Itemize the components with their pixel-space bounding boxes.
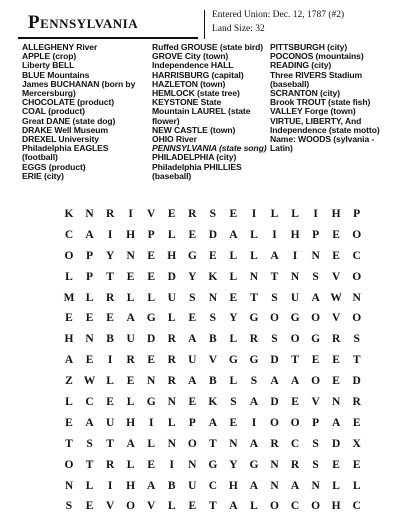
grid-letter: S [189, 291, 196, 304]
grid-letter: N [249, 270, 259, 283]
grid-row [62, 271, 362, 292]
grid-letter: G [187, 249, 197, 262]
grid-letter: U [188, 479, 197, 492]
grid-letter: T [270, 270, 279, 283]
grid-letter: B [209, 375, 217, 388]
grid-letter: N [85, 208, 94, 220]
grid-letter: G [311, 333, 321, 346]
grid-letter: L [106, 375, 114, 388]
grid-letter: U [105, 416, 115, 429]
grid-letter: N [126, 249, 135, 262]
grid-letter: L [65, 396, 73, 409]
word-list-item: CHOCOLATE (product) [22, 97, 114, 108]
grid-letter: G [249, 354, 259, 367]
grid-letter: L [352, 479, 361, 492]
grid-letter: S [271, 333, 278, 346]
word-list-item: Mountain LAUREL (state [152, 106, 251, 117]
grid-row [62, 417, 362, 438]
grid-letter: W [330, 291, 342, 304]
grid-letter: V [208, 354, 217, 367]
grid-letter: E [332, 228, 340, 241]
word-list-item: SCRANTON (city) [270, 88, 340, 99]
grid-letter: S [312, 437, 319, 450]
grid-letter: N [311, 479, 320, 492]
grid-letter: A [147, 479, 156, 492]
grid-row [62, 250, 362, 271]
grid-letter: R [331, 333, 341, 346]
grid-letter: D [331, 437, 341, 450]
word-list-item: HAZLETON (town) [152, 78, 226, 89]
grid-letter: E [229, 416, 238, 429]
state-info-box [204, 10, 393, 39]
grid-letter: A [249, 479, 259, 492]
grid-letter: E [147, 249, 156, 262]
grid-letter: L [167, 312, 176, 325]
grid-letter: E [332, 458, 340, 471]
grid-letter: N [167, 437, 176, 450]
grid-letter: R [105, 458, 115, 471]
grid-letter: A [126, 312, 135, 325]
grid-letter: P [86, 249, 94, 262]
grid-letter: R [270, 437, 279, 450]
grid-letter: E [106, 396, 114, 409]
grid-letter: L [229, 270, 238, 283]
grid-letter: S [209, 208, 217, 220]
grid-letter: T [250, 291, 258, 304]
grid-letter: T [291, 354, 299, 367]
word-list-item: Great DANE (state dog) [22, 115, 116, 126]
grid-letter: R [167, 333, 176, 346]
grid-letter: O [290, 333, 300, 346]
grid-row [62, 208, 362, 229]
word-list-item: EGGS (product) [22, 161, 86, 172]
grid-letter: S [230, 396, 237, 409]
grid-letter: L [126, 458, 135, 471]
grid-letter: A [64, 354, 74, 367]
word-list-item: HARRISBURG (capital) [152, 69, 244, 80]
grid-letter: E [65, 312, 73, 325]
grid-letter: K [64, 208, 74, 220]
grid-letter: A [270, 249, 279, 262]
grid-letter: E [85, 312, 94, 325]
grid-letter: K [208, 270, 218, 283]
grid-letter: N [64, 479, 74, 492]
grid-row [62, 229, 362, 250]
entered-union-text: Entered Union: Dec. 12, 1787 (#2) [212, 10, 345, 20]
grid-letter: P [188, 416, 196, 429]
word-list-item: Name: WOODS (sylvania - [270, 134, 375, 145]
grid-letter: R [188, 208, 197, 220]
grid-letter: E [188, 312, 197, 325]
word-list-item: (baseball) [152, 170, 192, 181]
grid-letter: A [290, 375, 300, 388]
grid-letter: K [208, 396, 218, 409]
grid-letter: S [271, 291, 278, 304]
grid-letter: H [331, 208, 341, 220]
grid-letter: L [270, 208, 279, 220]
grid-row [62, 459, 362, 480]
grid-letter: G [228, 354, 238, 367]
grid-letter: E [85, 354, 94, 367]
grid-letter: A [311, 291, 320, 304]
grid-letter: I [107, 354, 113, 367]
grid-row [62, 292, 362, 313]
word-list-item: (baseball) [270, 78, 310, 89]
grid-letter: V [331, 270, 341, 283]
grid-letter: C [352, 500, 361, 513]
grid-letter: R [352, 396, 361, 409]
word-list-item: Philadelphia EAGLES [22, 143, 109, 154]
word-list-item: NEW CASTLE (town) [152, 124, 236, 135]
grid-letter: A [208, 416, 217, 429]
grid-letter: L [126, 291, 135, 304]
grid-letter: L [167, 500, 176, 513]
grid-letter: C [208, 479, 217, 492]
grid-letter: P [312, 416, 320, 429]
grid-letter: D [270, 354, 279, 367]
grid-letter: L [85, 291, 94, 304]
grid-letter: L [250, 228, 258, 241]
grid-letter: H [290, 228, 300, 241]
word-list-item: ALLEGHENY River [22, 42, 98, 52]
grid-letter: L [65, 270, 73, 283]
grid-letter: Y [188, 270, 197, 283]
grid-letter: E [332, 249, 340, 262]
grid-letter: H [126, 479, 136, 492]
word-list-item: HEMLOCK (state tree) [152, 88, 240, 99]
grid-letter: E [209, 249, 217, 262]
grid-letter: L [147, 437, 156, 450]
grid-letter: E [332, 375, 340, 388]
grid-letter: S [312, 458, 319, 471]
grid-letter: G [146, 396, 156, 409]
grid-letter: O [311, 375, 321, 388]
word-list-item: PENNSYLVANIA (state song) [152, 143, 267, 154]
grid-letter: L [147, 291, 156, 304]
grid-letter: I [107, 479, 113, 492]
grid-letter: H [64, 333, 74, 346]
grid-letter: N [352, 291, 361, 304]
grid-letter: E [352, 458, 361, 471]
title-underline [18, 37, 198, 39]
grid-letter: H [228, 479, 238, 492]
grid-letter: E [311, 354, 320, 367]
grid-letter: B [106, 333, 114, 346]
grid-letter: R [167, 375, 176, 388]
grid-letter: N [85, 333, 94, 346]
grid-letter: I [313, 208, 318, 220]
grid-letter: I [251, 416, 257, 429]
grid-letter: A [188, 333, 197, 346]
grid-letter: N [229, 437, 238, 450]
grid-letter: G [290, 312, 300, 325]
word-list-item: DRAKE Well Museum [22, 124, 108, 135]
grid-letter: Z [65, 375, 73, 388]
grid-letter: E [188, 396, 197, 409]
grid-letter: H [331, 500, 341, 513]
grid-letter: E [332, 354, 340, 367]
grid-letter: L [85, 479, 94, 492]
grid-letter: N [270, 458, 279, 471]
grid-letter: R [249, 333, 259, 346]
grid-letter: E [352, 416, 361, 429]
grid-row [62, 500, 362, 521]
grid-letter: Y [229, 458, 238, 471]
grid-letter: O [352, 312, 362, 325]
word-list-item: OHIO River [152, 134, 197, 145]
grid-row [62, 354, 362, 375]
grid-letter: T [209, 437, 217, 450]
grid-letter: C [290, 437, 300, 450]
grid-row [62, 333, 362, 354]
grid-letter: G [249, 458, 259, 471]
grid-letter: N [331, 396, 341, 409]
word-list-item: BLUE Mountains [22, 69, 90, 80]
grid-letter: T [85, 458, 94, 471]
grid-letter: G [249, 312, 259, 325]
grid-letter: L [291, 208, 299, 220]
word-list-item: Independence HALL [152, 60, 234, 71]
grid-letter: P [353, 208, 361, 220]
grid-letter: V [311, 396, 320, 409]
grid-row [62, 480, 362, 501]
word-list-item: DREXEL University [22, 134, 99, 145]
grid-letter: R [290, 458, 300, 471]
grid-letter: B [209, 333, 217, 346]
grid-letter: R [126, 354, 135, 367]
grid-letter: A [331, 416, 341, 429]
grid-letter: Y [229, 312, 238, 325]
grid-letter: A [85, 228, 94, 241]
word-list-item: ERIE (city) [22, 170, 64, 181]
grid-letter: E [126, 270, 135, 283]
grid-letter: L [229, 333, 238, 346]
grid-letter: N [188, 458, 197, 471]
land-size-text: Land Size: 32 [212, 24, 265, 34]
grid-letter: E [188, 500, 197, 513]
grid-letter: R [105, 208, 115, 220]
word-list-item: Latin) [270, 143, 293, 154]
grid-letter: O [126, 500, 136, 513]
grid-letter: U [126, 333, 135, 346]
word-list-item: KEYSTONE State [152, 97, 222, 108]
grid-letter: D [352, 375, 361, 388]
word-list-column-3 [270, 43, 398, 153]
grid-letter: I [169, 458, 174, 471]
grid-letter: E [85, 500, 94, 513]
grid-letter: A [229, 228, 238, 241]
grid-letter: D [270, 396, 279, 409]
grid-letter: N [167, 396, 176, 409]
word-list-item: Independence (state motto) [270, 124, 380, 135]
grid-letter: I [272, 228, 277, 241]
grid-letter: H [126, 416, 136, 429]
grid-letter: C [290, 500, 300, 513]
grid-letter: S [65, 500, 73, 513]
grid-letter: O [270, 500, 279, 513]
grid-letter: C [352, 249, 361, 262]
grid-letter: U [188, 354, 197, 367]
grid-letter: B [167, 479, 176, 492]
grid-letter: E [106, 312, 114, 325]
grid-letter: O [187, 437, 197, 450]
grid-letter: T [106, 437, 114, 450]
grid-letter: S [353, 333, 360, 346]
word-list-item: PHILADELPHIA (city) [152, 152, 237, 163]
grid-letter: L [332, 479, 340, 492]
grid-letter: L [250, 500, 258, 513]
grid-letter: C [85, 396, 94, 409]
grid-row [62, 396, 362, 417]
grid-letter: A [188, 375, 197, 388]
grid-letter: R [105, 291, 115, 304]
word-list-item: Mercersburg) [22, 88, 76, 99]
grid-letter: U [167, 291, 176, 304]
grid-letter: U [290, 291, 300, 304]
word-list-column-2 [152, 43, 270, 181]
grid-letter: A [126, 437, 135, 450]
grid-letter: P [312, 228, 320, 241]
puzzle-header [18, 8, 392, 36]
word-list-item: APPLE (crop) [22, 51, 77, 62]
grid-letter: G [208, 458, 218, 471]
grid-letter: E [147, 458, 156, 471]
grid-letter: A [249, 437, 259, 450]
grid-letter: N [311, 249, 320, 262]
grid-letter: A [85, 416, 94, 429]
word-list-item: James BUCHANAN (born by [22, 78, 136, 89]
grid-letter: E [229, 291, 238, 304]
grid-letter: S [312, 270, 319, 283]
word-list-item: Liberty BELL [22, 60, 75, 71]
grid-letter: W [83, 375, 96, 388]
grid-letter: V [147, 208, 156, 220]
grid-letter: I [148, 416, 154, 429]
word-list-item: READING (city) [270, 60, 332, 71]
grid-letter: S [86, 437, 93, 450]
grid-letter: D [147, 333, 156, 346]
grid-letter: A [270, 375, 279, 388]
word-list-item: COAL (product) [22, 106, 85, 117]
grid-letter: L [229, 375, 238, 388]
grid-letter: L [229, 249, 238, 262]
grid-letter: O [64, 249, 74, 262]
grid-letter: X [352, 437, 361, 450]
grid-letter: I [251, 208, 257, 220]
grid-letter: D [208, 228, 217, 241]
grid-letter: T [65, 437, 73, 450]
grid-letter: E [65, 416, 73, 429]
grid-letter: M [63, 291, 75, 304]
grid-letter: N [270, 479, 279, 492]
grid-letter: T [352, 354, 361, 367]
grid-letter: C [64, 228, 74, 241]
word-list-item: PITTSBURGH (city) [270, 42, 348, 52]
word-list [0, 43, 410, 183]
word-list-item: Three RIVERS Stadium [270, 69, 363, 80]
grid-letter: L [167, 416, 176, 429]
grid-letter: R [167, 354, 176, 367]
grid-letter: I [107, 228, 113, 241]
grid-row [62, 375, 362, 396]
word-list-item: GROVE City (town) [152, 51, 229, 62]
grid-letter: Y [105, 249, 115, 262]
grid-letter: N [208, 291, 217, 304]
grid-row [62, 438, 362, 459]
grid-letter: S [250, 375, 258, 388]
grid-letter: E [147, 270, 156, 283]
grid-letter: H [167, 249, 177, 262]
grid-letter: T [209, 500, 217, 513]
grid-letter: T [106, 270, 114, 283]
grid-letter: E [126, 375, 135, 388]
word-list-item: Ruffed GROUSE (state bird) [152, 42, 264, 52]
grid-letter: E [167, 208, 176, 220]
grid-letter: O [270, 312, 279, 325]
grid-letter: G [146, 312, 156, 325]
grid-letter: I [292, 249, 298, 262]
grid-letter: L [167, 228, 176, 241]
grid-letter: V [331, 312, 341, 325]
grid-letter: A [249, 396, 259, 409]
grid-letter: N [147, 375, 156, 388]
word-list-item: Philadelphia PHILLIES [152, 161, 242, 172]
word-list-item: VIRTUE, LIBERTY, And [270, 115, 362, 126]
word-list-item: (football) [22, 152, 58, 163]
grid-letter: O [64, 458, 74, 471]
grid-letter: V [105, 500, 115, 513]
grid-letter: N [290, 270, 300, 283]
word-list-item: Brook TROUT (state fish) [270, 97, 371, 108]
word-list-item: VALLEY Forge (town) [270, 106, 356, 117]
grid-letter: H [126, 228, 136, 241]
grid-letter: A [229, 500, 238, 513]
state-title: Pennsylvania [28, 12, 139, 33]
grid-row [62, 312, 362, 333]
grid-letter: O [352, 270, 362, 283]
grid-letter: O [270, 416, 279, 429]
grid-letter: O [352, 228, 362, 241]
grid-letter: O [311, 500, 321, 513]
word-search-grid [62, 208, 362, 521]
word-list-item: POCONOS (mountains) [270, 51, 364, 62]
word-list-column-1 [22, 43, 142, 181]
grid-letter: E [147, 354, 156, 367]
grid-letter: S [209, 312, 217, 325]
grid-letter: D [167, 270, 176, 283]
word-list-item: flower) [152, 115, 180, 126]
grid-letter: E [229, 208, 238, 220]
grid-letter: O [290, 416, 300, 429]
grid-letter: L [126, 396, 135, 409]
grid-letter: L [250, 249, 258, 262]
grid-letter: I [128, 208, 133, 220]
grid-letter: E [188, 228, 197, 241]
grid-letter: A [290, 479, 300, 492]
grid-letter: O [311, 312, 321, 325]
grid-letter: P [86, 270, 94, 283]
grid-letter: V [147, 500, 156, 513]
grid-letter: P [147, 228, 155, 241]
grid-letter: E [291, 396, 299, 409]
